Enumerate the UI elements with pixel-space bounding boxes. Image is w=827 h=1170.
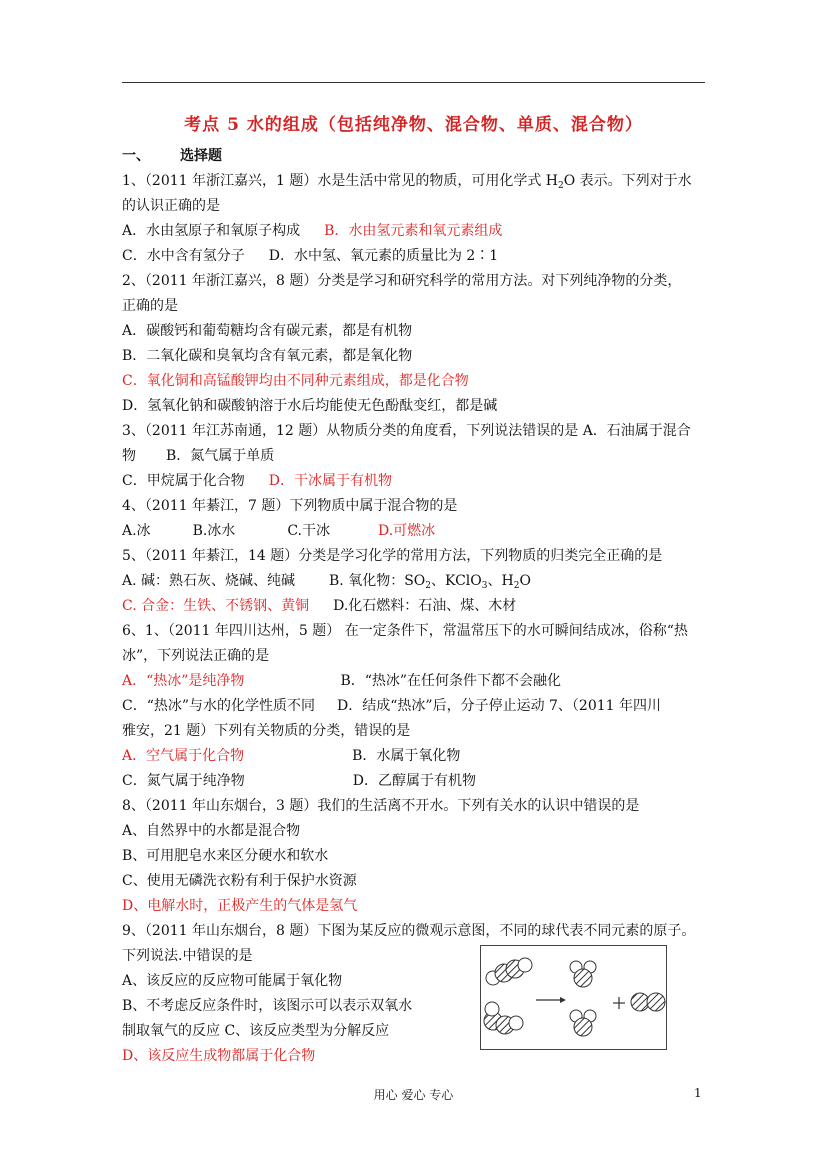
q6-option-d: D．结成“热冰”后，分子停止运动 7、（2011 年四川	[337, 698, 662, 714]
q6-option-b: B．“热冰”在任何条件下都不会融化	[340, 673, 562, 689]
q2-option-d: D．氢氧化钠和碳酸钠溶于水后均能使无色酚酞变红，都是碱	[122, 398, 498, 414]
q3-stem-line1: 3、（2011 年江苏南通，12 题）从物质分类的角度看，下列说法错误的是 A．石油属于混合	[122, 423, 691, 439]
q5-option-b	[329, 573, 531, 589]
q7-options-ab	[122, 747, 460, 765]
q8-option-b: B、可用肥皂水来区分硬水和软水	[122, 848, 329, 864]
header-rule	[122, 82, 705, 83]
q4-option-b: B.冰水	[192, 523, 236, 539]
q5-options-ab	[122, 572, 531, 595]
section-label: 选择题	[180, 148, 222, 164]
q1-stem-line2: 的认识正确的是	[122, 198, 220, 214]
q9-stem-line1: 9、（2011 年山东烟台，8 题）下图为某反应的微观示意图，不同的球代表不同元素的原子。	[122, 923, 696, 939]
q7-option-c: C．氮气属于纯净物	[122, 773, 245, 789]
q5-b-text4: O	[519, 573, 531, 589]
q3-option-c: C．甲烷属于化合物	[122, 473, 245, 489]
q1-option-d: D．水中氢、氧元素的质量比为 2∶1	[268, 248, 499, 264]
q7-option-d: D．乙醇属于有机物	[352, 773, 476, 789]
q4-option-c: C.干冰	[287, 523, 330, 539]
q7-option-a: A．空气属于化合物	[122, 748, 245, 764]
q5-b-text3: 、H	[487, 573, 514, 589]
q1-options-cd	[122, 247, 498, 265]
q6-stem-line2: 冰”，下列说法正确的是	[122, 648, 270, 664]
q6-stem-line1: 6、1、（2011 年四川达州，5 题） 在一定条件下，常温常压下的水可瞬间结成冰，俗称“热	[122, 623, 688, 639]
q4-stem: 4、（2011 年綦江，7 题）下列物质中属于混合物的是	[122, 498, 458, 514]
q5-b-text1: B. 氧化物：SO	[329, 573, 426, 589]
q4-options	[122, 522, 435, 540]
page-number: 1	[694, 1086, 702, 1100]
q6-options-ab	[122, 672, 561, 690]
q7-options-cd	[122, 772, 476, 790]
q4-option-d: D.可燃冰	[377, 523, 436, 539]
page-footer: 用心 爱心 专心	[373, 1088, 454, 1102]
q9-option-d: D、该反应生成物都属于化合物	[122, 1048, 316, 1064]
page-title: 考点 5 水的组成（包括纯净物、混合物、单质、混合物）	[184, 115, 643, 135]
reaction-diagram	[480, 945, 667, 1050]
q6-options-cd	[122, 697, 661, 715]
q3-option-b: B．氮气属于单质	[166, 448, 275, 464]
q8-stem: 8、（2011 年山东烟台，3 题）我们的生活离不开水。下列有关水的认识中错误的是	[122, 798, 640, 814]
q5-b-sub3: 2	[513, 581, 520, 591]
section-heading	[122, 147, 222, 165]
q1-text-b: O 表示。下列对于水	[563, 173, 692, 189]
q3-option-a-tail: 物	[122, 448, 136, 464]
q9-line5: 制取氧气的反应 C、该反应类型为分解反应	[122, 1023, 390, 1039]
q1-options-ab	[122, 222, 502, 240]
q1-subscript: 2	[558, 181, 564, 191]
q5-b-sub1: 2	[425, 581, 432, 591]
q9-option-a: A、该反应的反应物可能属于氧化物	[122, 973, 343, 989]
q3-stem-line2	[122, 447, 274, 465]
q5-b-text2: 、KClO	[431, 573, 482, 589]
q8-option-d: D、电解水时，正极产生的气体是氢气	[122, 898, 358, 914]
q6-option-a: A．“热冰”是纯净物	[122, 673, 245, 689]
q1-option-b: B．水由氢元素和氧元素组成	[324, 223, 503, 239]
q5-option-c: C. 合金：生铁、不锈钢、黄铜	[122, 598, 310, 614]
q8-option-c: C、使用无磷洗衣粉有利于保护水资源	[122, 873, 357, 889]
q2-option-c: C．氧化铜和高锰酸钾均由不同种元素组成，都是化合物	[122, 373, 469, 389]
q5-option-d: D.化石燃料：石油、煤、木材	[333, 598, 517, 614]
q3-options-cd	[122, 472, 392, 490]
q2-option-a: A．碳酸钙和葡萄糖均含有碳元素，都是有机物	[122, 323, 413, 339]
q5-stem: 5、（2011 年綦江，14 题）分类是学习化学的常用方法，下列物质的归类完全正确的是	[122, 548, 663, 564]
q1-option-c: C．水中含有氢分子	[122, 248, 245, 264]
q5-options-cd	[122, 597, 516, 615]
q6-option-c: C．“热冰”与水的化学性质不同	[122, 698, 316, 714]
q7-option-b: B．水属于氧化物	[352, 748, 461, 764]
section-number: 一、	[122, 148, 150, 164]
q1-text-a: 1、（2011 年浙江嘉兴，1 题）水是生活中常见的物质，可用化学式 H	[122, 173, 559, 189]
q1-stem-line1	[122, 172, 692, 195]
q2-option-b: B．二氧化碳和臭氧均含有氧元素，都是氧化物	[122, 348, 413, 364]
q9-stem-line2: 下列说法.中错误的是	[122, 948, 253, 964]
q7-stem: 雅安，21 题）下列有关物质的分类，错误的是	[122, 723, 411, 739]
q4-option-a: A.冰	[122, 523, 151, 539]
q5-option-a: A. 碱：熟石灰、烧碱、纯碱	[122, 573, 296, 589]
q2-stem-line2: 正确的是	[122, 298, 178, 314]
q8-option-a: A、自然界中的水都是混合物	[122, 823, 301, 839]
q1-option-a: A．水由氢原子和氧原子构成	[122, 223, 301, 239]
q2-stem-line1: 2、（2011 年浙江嘉兴，8 题）分类是学习和研究科学的常用方法。对下列纯净物的分类，	[122, 273, 682, 289]
q5-b-sub2: 3	[481, 581, 488, 591]
q9-option-b: B、不考虑反应条件时，该图示可以表示双氧水	[122, 998, 413, 1014]
q3-option-d: D．干冰属于有机物	[268, 473, 392, 489]
